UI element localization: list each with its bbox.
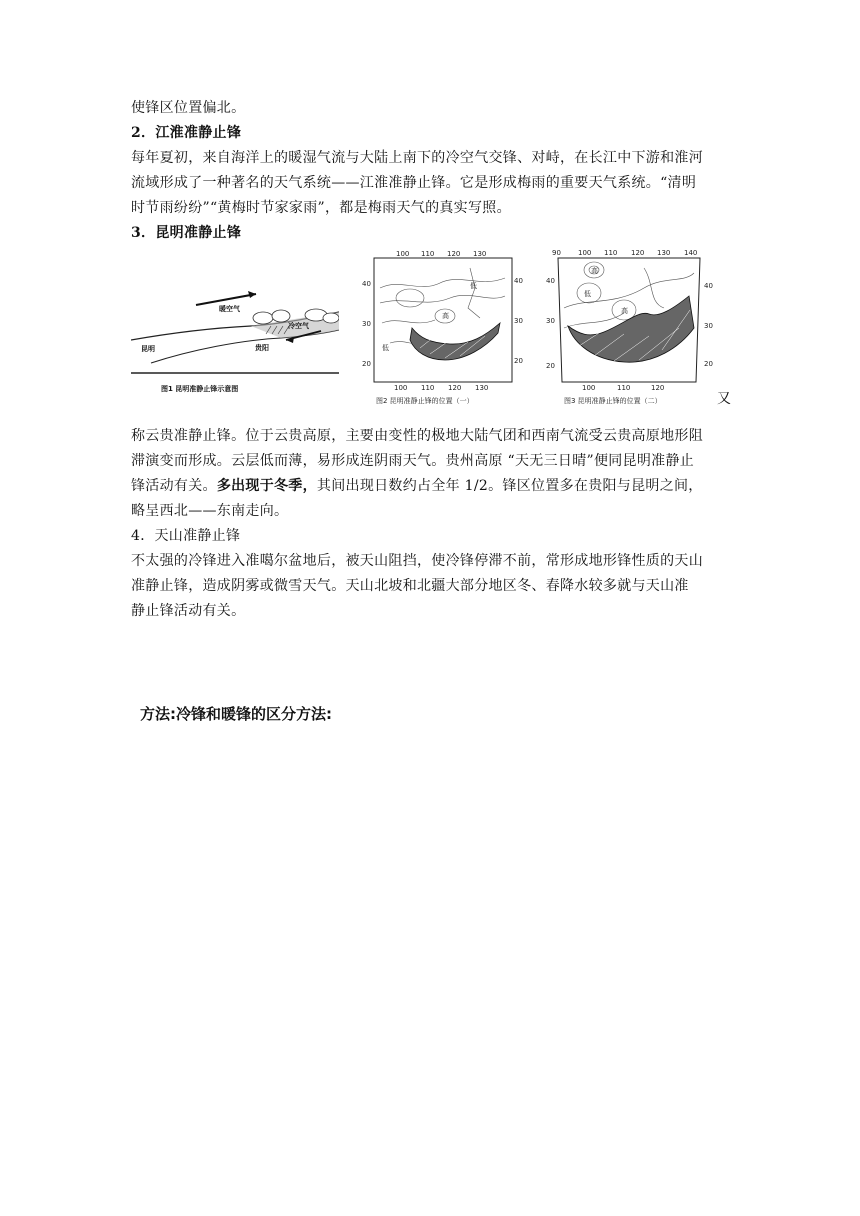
tianshan-line-1: 不太强的冷锋进入准噶尔盆地后，被天山阻挡，使冷锋停滞不前，常形成地形锋性质的天山 [131,553,703,569]
fig3-label-low: 低 [584,290,591,298]
fig2-top-tick: 110 [421,250,435,258]
fig3-left-tick: 40 [546,277,555,285]
document-body [131,96,731,624]
fig2-right-tick: 30 [514,317,523,325]
kunming-line-2: 滞演变而形成。云层低而薄，易形成连阴雨天气。贵州高原 “天无三日晴”便同昆明准静止 [131,453,695,469]
fig3-right-tick: 40 [704,282,713,290]
fig3-label-high: 高 [591,267,598,275]
figure-2-caption: 图2 昆明准静止锋的位置（一） [376,397,474,405]
tianshan-line-2: 准静止锋，造成阴雾或微雪天气。天山北坡和北疆大部分地区冬、春降水较多就与天山准 [131,578,689,594]
heading-kunming: 3．昆明准静止锋 [131,225,242,241]
kunming-line-3-mid: 其间出现日数约占全年 1/2。 [316,478,503,494]
figure-1-kunming-front-schematic [131,288,339,398]
fig3-left-tick: 30 [546,317,555,325]
kunming-emphasis-winter: 多出现于冬季， [216,478,317,494]
trailing-char-you: 又 [717,391,731,407]
label-guiyang: 贵阳 [255,344,269,352]
kunming-line-3-end: 锋区位置多在贵阳与昆明之间， [502,478,703,494]
fig3-label-high: 高 [621,307,628,315]
fig2-left-tick: 20 [362,360,371,368]
fig3-bottom-tick: 100 [582,384,596,392]
figure-1-caption: 图1 昆明准静止锋示意图 [161,385,239,393]
paragraph-intro: 使锋区位置偏北。 [131,100,246,116]
fig2-top-tick: 120 [447,250,461,258]
fig2-bottom-tick: 130 [475,384,489,392]
label-kunming: 昆明 [141,345,155,353]
fig2-label-high: 高 [442,312,449,320]
fig3-top-tick: 140 [684,249,698,257]
jianghuai-line-3: 时节雨纷纷”“黄梅时节家家雨”，都是梅雨天气的真实写照。 [131,200,511,216]
tianshan-line-3: 静止锋活动有关。 [131,603,246,619]
fig2-bottom-tick: 120 [448,384,462,392]
fig3-top-tick: 90 [552,249,561,257]
fig2-label-low: 低 [382,344,389,352]
figure-2-front-position-one [360,248,524,406]
fig2-bottom-tick: 100 [394,384,408,392]
fig3-top-tick: 120 [631,249,645,257]
fig3-top-tick: 100 [578,249,592,257]
figure-3-caption: 图3 昆明准静止锋的位置（二） [564,397,662,405]
kunming-line-1: 称云贵准静止锋。位于云贵高原，主要由变性的极地大陆气团和西南气流受云贵高原地形阻 [131,428,703,444]
fig2-top-tick: 100 [396,250,410,258]
fig2-right-tick: 40 [514,277,523,285]
fig2-bottom-tick: 110 [421,384,435,392]
fig2-top-tick: 130 [473,250,487,258]
heading-tianshan: 4．天山准静止锋 [131,528,241,544]
fig2-left-tick: 40 [362,280,371,288]
fig3-top-tick: 130 [657,249,671,257]
fig3-right-tick: 30 [704,322,713,330]
jianghuai-line-2: 流域形成了一种著名的天气系统——江淮准静止锋。它是形成梅雨的重要天气系统。“清明 [131,175,697,191]
figure-3-front-position-two [544,248,716,406]
method-heading: 方法:冷锋和暖锋的区分方法: [140,705,332,723]
fig3-top-tick: 110 [604,249,618,257]
fig3-right-tick: 20 [704,360,713,368]
fig2-label-low: 低 [470,282,477,290]
fig3-bottom-tick: 110 [617,384,631,392]
fig3-bottom-tick: 120 [651,384,665,392]
fig3-left-tick: 20 [546,362,555,370]
kunming-line-3 [131,474,731,499]
jianghuai-line-1: 每年夏初，来自海洋上的暖湿气流与大陆上南下的冷空气交锋、对峙，在长江中下游和淮河 [131,150,703,166]
fig2-right-tick: 20 [514,357,523,365]
fig2-left-tick: 30 [362,320,371,328]
kunming-line-3-start: 锋活动有关。 [131,478,217,494]
label-cold-air: 冷空气 [288,322,309,330]
figure-row [131,248,731,424]
kunming-line-4: 略呈西北——东南走向。 [131,503,289,519]
heading-jianghuai: 2．江淮准静止锋 [131,125,242,141]
label-warm-air: 暖空气 [219,305,240,313]
